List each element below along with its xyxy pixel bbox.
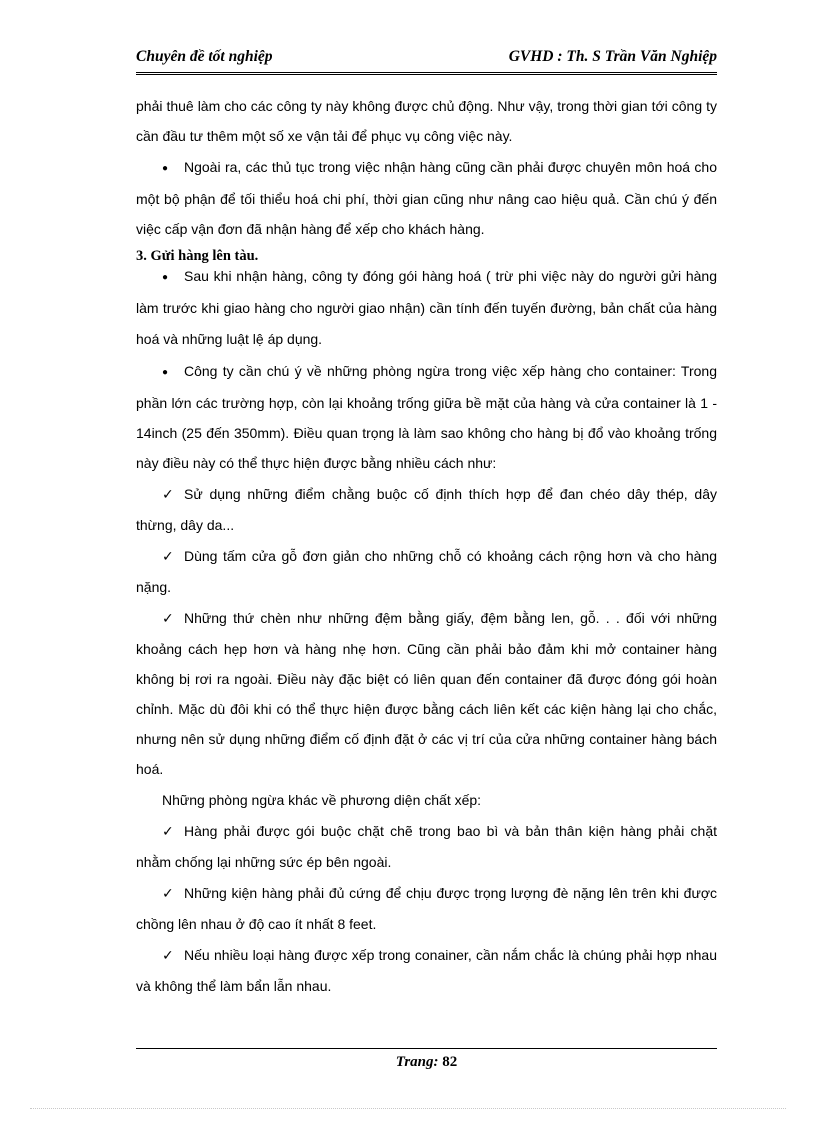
check-item-5 [136,878,717,939]
bullet-icon: ● [162,163,169,174]
bullet-text: Công ty cần chú ý về những phòng ngừa trong việc xếp hàng cho container: Trong phần lớn các trường hợp, còn lại khoảng trống giữa bề mặt của hàng và cửa container là 1 - 14inch (25 đến 350mm). Điều quan trọng là làm sao không cho hàng bị đổ vào khoảng trống này điều này có thể thực hiện được bằng nhiều cách như: [136,363,717,471]
page-number: 82 [442,1054,458,1070]
bullet-text: Sau khi nhận hàng, công ty đóng gói hàng hoá ( trừ phi việc này do người gửi hàng làm trước khi giao hàng cho người giao nhận) cần tính đến tuyến đường, bản chất của hàng hoá và những luật lệ áp dụng. [136,268,717,347]
check-text: Hàng phải được gói buộc chặt chẽ trong bao bì và bản thân kiện hàng phải chặt nhằm chống lại những sức ép bên ngoài. [136,823,717,870]
check-text: Những kiện hàng phải đủ cứng để chịu được trọng lượng đè nặng lên trên khi được chồng lên nhau ở độ cao ít nhất 8 feet. [136,885,717,932]
check-icon: ✓ [162,487,174,503]
page-header [136,46,717,75]
body-content [136,91,717,1001]
check-icon: ✓ [162,824,174,840]
bullet-paragraph-3 [136,261,717,355]
page-footer [136,1054,717,1071]
header-supervisor: GVHD : Th. S Trần Văn Nghiệp [508,48,717,65]
paragraph-5: Những phòng ngừa khác về phương diện chất xếp: [162,792,482,808]
page-bottom-dotted-border [30,1108,786,1109]
check-text: Dùng tấm cửa gỗ đơn giản cho những chỗ có khoảng cách rộng hơn và cho hàng nặng. [136,548,717,595]
page-label: Trang: [395,1054,439,1070]
bullet-paragraph-4 [136,356,717,478]
footer-divider [136,1048,717,1049]
check-icon: ✓ [162,886,174,902]
check-item-6 [136,940,717,1001]
check-item-3 [136,603,717,784]
bullet-icon: ● [162,367,169,378]
header-title: Chuyên đề tốt nghiệp [136,48,273,65]
check-item-1 [136,479,717,540]
bullet-text: Ngoài ra, các thủ tục trong việc nhận hàng cũng cần phải được chuyên môn hoá cho một bộ phận để tối thiểu hoá chi phí, thời gian cũng như nâng cao hiệu quả. Cần chú ý đến việc cấp vận đơn đã nhận hàng để xếp cho khách hàng. [136,159,717,237]
check-item-2 [136,541,717,602]
bullet-icon: ● [162,272,169,283]
check-text: Những thứ chèn như những đệm bằng giấy, đệm bằng len, gỗ. . . đối với những khoảng cách hẹp hơn và hàng nhẹ hơn. Cũng cần phải bảo đảm khi mở container hàng không bị rơi ra ngoài. Điều này đặc biệt có liên quan đến container đã được đóng gói hoàn chỉnh. Mặc dù đôi khi có thể thực hiện được bằng cách liên kết các kiện hàng lại cho chắc, nhưng nên sử dụng những điểm cố định đặt ở các vị trí của cửa những container hàng bách hoá. [136,610,717,777]
paragraph-1: phải thuê làm cho các công ty này không được chủ động. Như vậy, trong thời gian tới công ty cần đầu tư thêm một số xe vận tải để phục vụ công việc này. [136,98,717,144]
check-icon: ✓ [162,611,174,627]
check-icon: ✓ [162,549,174,565]
section-heading: 3. Gửi hàng lên tàu. [136,248,259,264]
check-icon: ✓ [162,948,174,964]
check-item-4 [136,816,717,877]
bullet-paragraph-2 [136,152,717,244]
check-text: Sử dụng những điểm chằng buộc cố định thích hợp để đan chéo dây thép, dây thừng, dây da... [136,486,717,533]
check-text: Nếu nhiều loại hàng được xếp trong conainer, cần nắm chắc là chúng phải hợp nhau và không thể làm bẩn lẫn nhau. [136,947,717,994]
